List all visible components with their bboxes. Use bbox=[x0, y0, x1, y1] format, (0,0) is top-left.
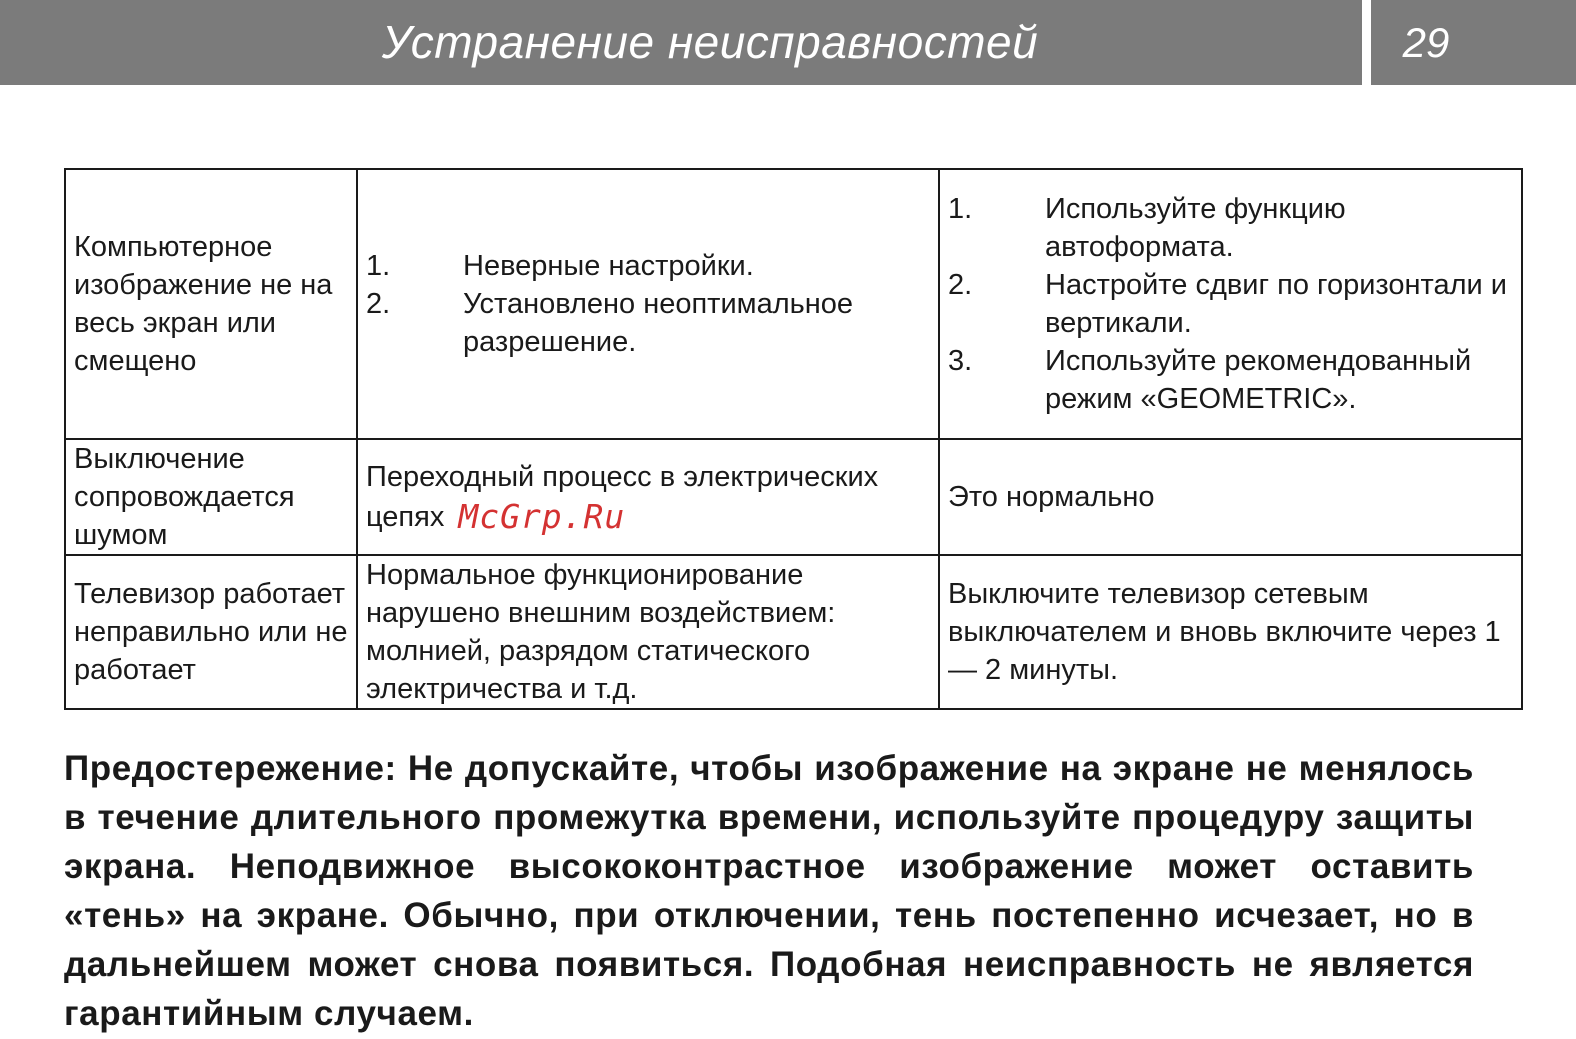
page-title: Устранение неисправностей bbox=[381, 16, 1039, 68]
cause-list bbox=[366, 247, 930, 361]
list-number: 1. bbox=[948, 193, 973, 225]
list-text: Установлено неоптимальное разрешение. bbox=[463, 288, 854, 358]
warning-paragraph: Предостережение: Не допускайте, чтобы изображение на экране не менялось в течение длительного промежутка времени, используйте процедуру защиты экрана. Неподвижное высококонтрастное изображение может оставить «тень» на экране. Обычно, при отключении, тень постепенно исчезает, но в дальнейшем может снова появиться. Подобная неисправность не является гарантийным случаем. bbox=[64, 749, 1474, 1033]
list-text: Используйте функцию автоформата. bbox=[1045, 193, 1346, 263]
cause-cell bbox=[357, 169, 939, 439]
cause-text: Переходный процесс в электрических цепях bbox=[366, 461, 879, 533]
remedy-cell bbox=[939, 169, 1522, 439]
remedy-cell: Выключите телевизор сетевым выключателем и вновь включите через 1 — 2 минуты. bbox=[939, 555, 1522, 709]
list-number: 2. bbox=[948, 269, 973, 301]
cause-cell bbox=[357, 439, 939, 555]
troubleshooting-table bbox=[64, 168, 1523, 710]
list-number: 1. bbox=[366, 250, 391, 282]
remedy-cell: Это нормально bbox=[939, 439, 1522, 555]
list-item bbox=[366, 285, 930, 361]
symptom-cell: Компьютерное изображение не на весь экран или смещено bbox=[65, 169, 357, 439]
watermark: McGrp.Ru bbox=[458, 497, 626, 536]
symptom-cell: Выключение сопровождается шумом bbox=[65, 439, 357, 555]
list-number: 2. bbox=[366, 288, 391, 320]
list-text: Используйте рекомендованный режим «GEOMETRIC». bbox=[1045, 345, 1472, 415]
table-row bbox=[65, 439, 1522, 555]
page-number-box bbox=[1371, 0, 1576, 85]
cause-cell: Нормальное функционирование нарушено внешним воздействием: молнией, разрядом статического электричества и т.д. bbox=[357, 555, 939, 709]
list-item bbox=[948, 266, 1513, 342]
table-row bbox=[65, 169, 1522, 439]
list-number: 3. bbox=[948, 345, 973, 377]
list-text: Неверные настройки. bbox=[463, 250, 754, 282]
list-item bbox=[948, 190, 1513, 266]
list-text: Настройте сдвиг по горизонтали и вертикали. bbox=[1045, 269, 1507, 339]
page-number: 29 bbox=[1402, 19, 1450, 66]
symptom-cell: Телевизор работает неправильно или не работает bbox=[65, 555, 357, 709]
table-row bbox=[65, 555, 1522, 709]
list-item bbox=[948, 342, 1513, 418]
remedy-list bbox=[948, 190, 1513, 418]
list-item bbox=[366, 247, 930, 285]
